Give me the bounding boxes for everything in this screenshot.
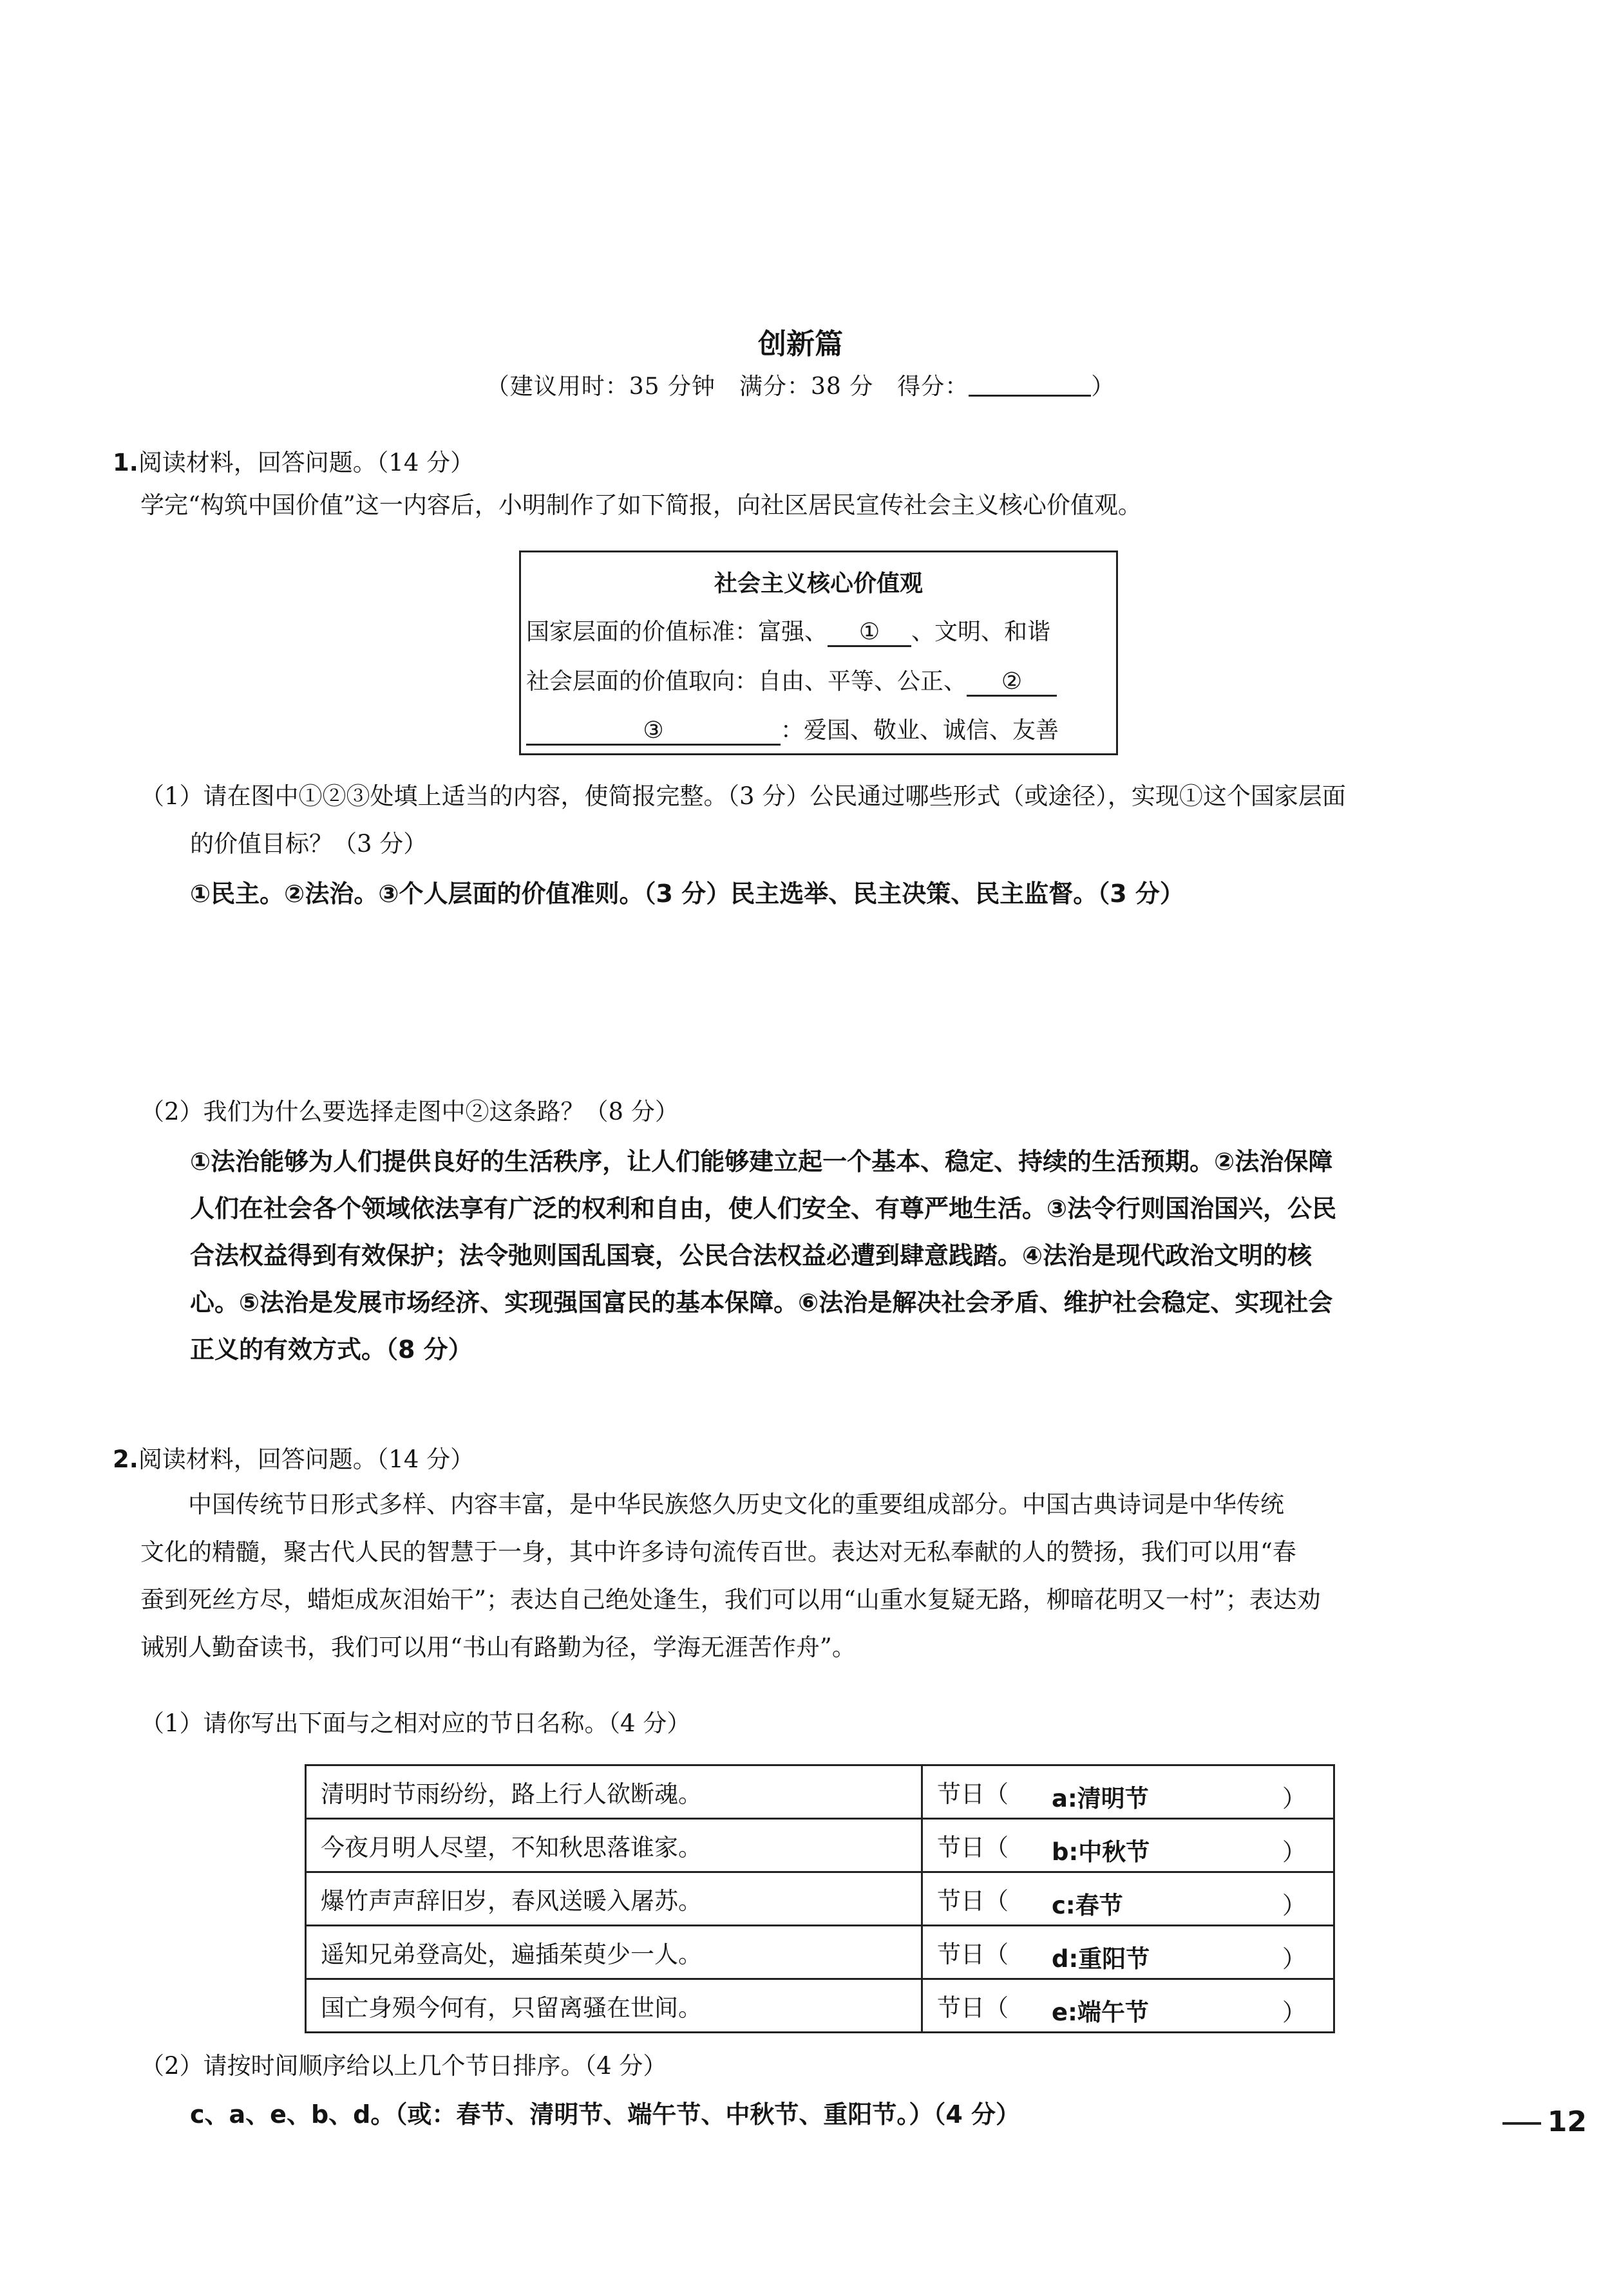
page-number-text: 12 xyxy=(1547,2105,1587,2138)
page-dash xyxy=(1502,2122,1541,2125)
table-row xyxy=(306,1979,1334,2033)
festival-answer: c:春节 xyxy=(1052,1892,1123,1919)
poster-line-personal xyxy=(526,712,1059,746)
table-row xyxy=(306,1872,1334,1926)
q1-number: 1. xyxy=(113,449,138,476)
passage-line: 中国传统节日形式多样、内容丰富，是中华民族悠久历史文化的重要组成部分。中国古典诗词是中华传统 xyxy=(140,1491,1284,1518)
exam-meta-close: ） xyxy=(1091,373,1115,400)
table-row xyxy=(306,1926,1334,1979)
q1-sub1-line1: （1）请在图中①②③处填上适当的内容，使简报完整。（3 分）公民通过哪些形式（或途径），实现①这个国家层面 xyxy=(140,782,1346,810)
festival-suffix: ） xyxy=(1282,1945,1306,1973)
festival-answer: d:重阳节 xyxy=(1052,1945,1150,1973)
festival-cell xyxy=(922,1819,1334,1872)
poem-cell: 今夜月明人尽望，不知秋思落谁家。 xyxy=(306,1819,922,1872)
answer2-line: 合法权益得到有效保护；法令弛则国乱国衰，公民合法权益必遭到肆意践踏。④法治是现代政治文明的核 xyxy=(190,1241,1312,1270)
festival-table xyxy=(305,1764,1335,2033)
poster-line3-b: ：爱国、敬业、诚信、友善 xyxy=(781,717,1059,744)
festival-suffix: ） xyxy=(1282,1892,1306,1919)
passage-line: 文化的精髓，聚古代人民的智慧于一身，其中许多诗句流传百世。表达对无私奉献的人的赞扬，我们可以用“春 xyxy=(140,1538,1296,1566)
festival-prefix: 节日（ xyxy=(937,1994,1009,2022)
answer2-line: 正义的有效方式。（8 分） xyxy=(190,1335,473,1364)
festival-answer: e:端午节 xyxy=(1052,1999,1149,2026)
festival-suffix: ） xyxy=(1282,1785,1306,1812)
score-blank xyxy=(969,373,1091,397)
festival-suffix: ） xyxy=(1282,1999,1306,2026)
festival-cell xyxy=(922,1979,1334,2033)
q2-passage xyxy=(140,1481,1493,1671)
festival-cell xyxy=(922,1765,1334,1819)
poster-line-national xyxy=(526,614,1050,647)
festival-cell xyxy=(922,1926,1334,1979)
q1-prompt xyxy=(113,443,474,478)
q2-answer: c、a、e、b、d。（或：春节、清明节、端午节、中秋节、重阳节。）（4 分） xyxy=(190,2100,1021,2129)
value-poster-box xyxy=(519,550,1118,755)
blank-1: ① xyxy=(828,619,911,647)
festival-prefix: 节日（ xyxy=(937,1887,1009,1915)
festival-prefix: 节日（ xyxy=(937,1834,1009,1861)
q1-sub1-line2: 的价值目标？（3 分） xyxy=(190,830,428,858)
poem-cell: 清明时节雨纷纷，路上行人欲断魂。 xyxy=(306,1765,922,1819)
poster-line1-b: 、文明、和谐 xyxy=(911,619,1051,645)
festival-prefix: 节日（ xyxy=(937,1780,1009,1808)
exam-meta xyxy=(0,368,1601,401)
q2-prompt xyxy=(113,1440,474,1474)
q1-answer1: ①民主。②法治。③个人层面的价值准则。（3 分）民主选举、民主决策、民主监督。（3 分） xyxy=(190,880,1184,908)
poster-line1-a: 国家层面的价值标准：富强、 xyxy=(526,619,828,645)
q1-sub2: （2）我们为什么要选择走图中②这条路？（8 分） xyxy=(140,1098,679,1125)
poem-cell: 爆竹声声辞旧岁，春风送暖入屠苏。 xyxy=(306,1872,922,1926)
page-number xyxy=(1502,2105,1587,2138)
answer2-line: 心。⑤法治是发展市场经济、实现强国富民的基本保障。⑥法治是解决社会矛盾、维护社会稳定、实现社会 xyxy=(190,1288,1333,1317)
q1-answer2 xyxy=(190,1138,1517,1373)
answer2-line: 人们在社会各个领域依法享有广泛的权利和自由，使人们安全、有尊严地生活。③法令行则国治国兴，公民 xyxy=(190,1194,1337,1223)
blank-2: ② xyxy=(967,668,1057,697)
q2-sub1: （1）请你写出下面与之相对应的节日名称。（4 分） xyxy=(140,1709,691,1737)
answer2-line: ①法治能够为人们提供良好的生活秩序，让人们能够建立起一个基本、稳定、持续的生活预期。②法治保障 xyxy=(190,1147,1333,1176)
exam-meta-text: （建议用时：35 分钟 满分：38 分 得分： xyxy=(486,373,969,400)
q1-prompt-text: 阅读材料，回答问题。（14 分） xyxy=(138,449,475,476)
poster-title: 社会主义核心价值观 xyxy=(714,570,923,597)
festival-cell xyxy=(922,1872,1334,1926)
festival-answer: b:中秋节 xyxy=(1052,1838,1150,1866)
q2-sub2: （2）请按时间顺序给以上几个节日排序。（4 分） xyxy=(140,2052,667,2080)
blank-3: ③ xyxy=(526,717,781,746)
poem-cell: 国亡身殒今何有，只留离骚在世间。 xyxy=(306,1979,922,2033)
poem-cell: 遥知兄弟登高处，遍插茱萸少一人。 xyxy=(306,1926,922,1979)
festival-answer: a:清明节 xyxy=(1052,1785,1149,1812)
q1-intro: 学完“构筑中国价值”这一内容后，小明制作了如下简报，向社区居民宣传社会主义核心价值观。 xyxy=(140,491,1142,519)
festival-suffix: ） xyxy=(1282,1838,1306,1866)
table-row xyxy=(306,1819,1334,1872)
poster-line-social xyxy=(526,663,1057,697)
q2-prompt-text: 阅读材料，回答问题。（14 分） xyxy=(138,1445,475,1473)
passage-line: 蚕到死丝方尽，蜡炬成灰泪始干”；表达自己绝处逢生，我们可以用“山重水复疑无路，柳暗花明又一村”；表达劝 xyxy=(140,1586,1321,1614)
passage-line: 诫别人勤奋读书，我们可以用“书山有路勤为径，学海无涯苦作舟”。 xyxy=(140,1633,856,1661)
q2-number: 2. xyxy=(113,1445,138,1473)
poster-line2-a: 社会层面的价值取向：自由、平等、公正、 xyxy=(526,668,967,695)
festival-prefix: 节日（ xyxy=(937,1941,1009,1968)
page-title: 创新篇 xyxy=(758,328,843,361)
table-row xyxy=(306,1765,1334,1819)
